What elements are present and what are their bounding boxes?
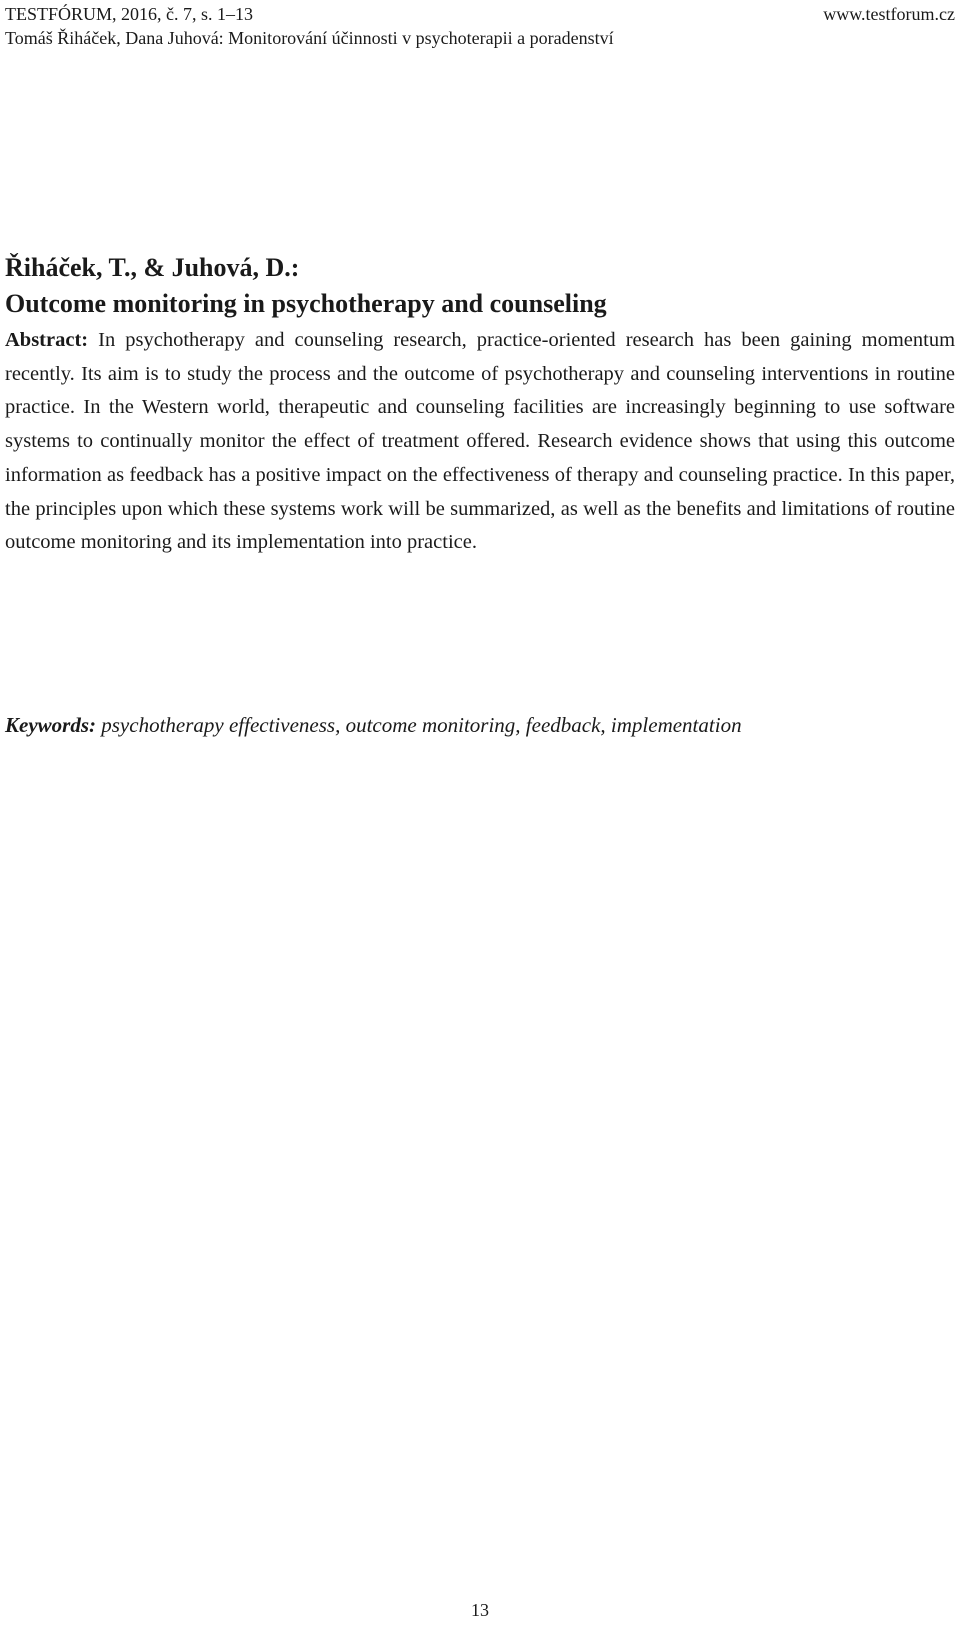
abstract-paragraph bbox=[5, 324, 955, 560]
author-citation: Řiháček, T., & Juhová, D.: bbox=[5, 253, 300, 282]
abstract-label: Abstract: bbox=[5, 329, 89, 351]
keywords-label: Keywords: bbox=[5, 713, 96, 737]
keywords-line bbox=[5, 710, 955, 740]
article-title: Outcome monitoring in psychotherapy and counseling bbox=[5, 289, 607, 318]
page-header bbox=[5, 2, 955, 50]
header-top-row bbox=[5, 2, 955, 26]
journal-citation: TESTFÓRUM, 2016, č. 7, s. 1–13 bbox=[5, 4, 254, 24]
page-number: 13 bbox=[471, 1600, 489, 1620]
journal-website: www.testforum.cz bbox=[823, 4, 955, 24]
keywords-text: psychotherapy effectiveness, outcome monitoring, feedback, implementation bbox=[101, 713, 742, 737]
abstract-text: In psychotherapy and counseling research, practice-oriented research has been gaining momentum recently. Its aim is to study the process and the outcome of psychotherapy and counseling interventions in routine practice. In the Western world, therapeutic and counseling facilities are increasingly beginning to use software systems to continually monitor the effect of treatment offered. Research evidence shows that using this outcome information as feedback has a positive impact on the effectiveness of therapy and counseling practice. In this paper, the principles upon which these systems work will be summarized, as well as the benefits and limitations of routine outcome monitoring and its implementation into practice. bbox=[5, 329, 956, 554]
running-title: Tomáš Řiháček, Dana Juhová: Monitorování účinnosti v psychoterapii a poradenství bbox=[5, 28, 614, 48]
article-block bbox=[5, 250, 955, 560]
